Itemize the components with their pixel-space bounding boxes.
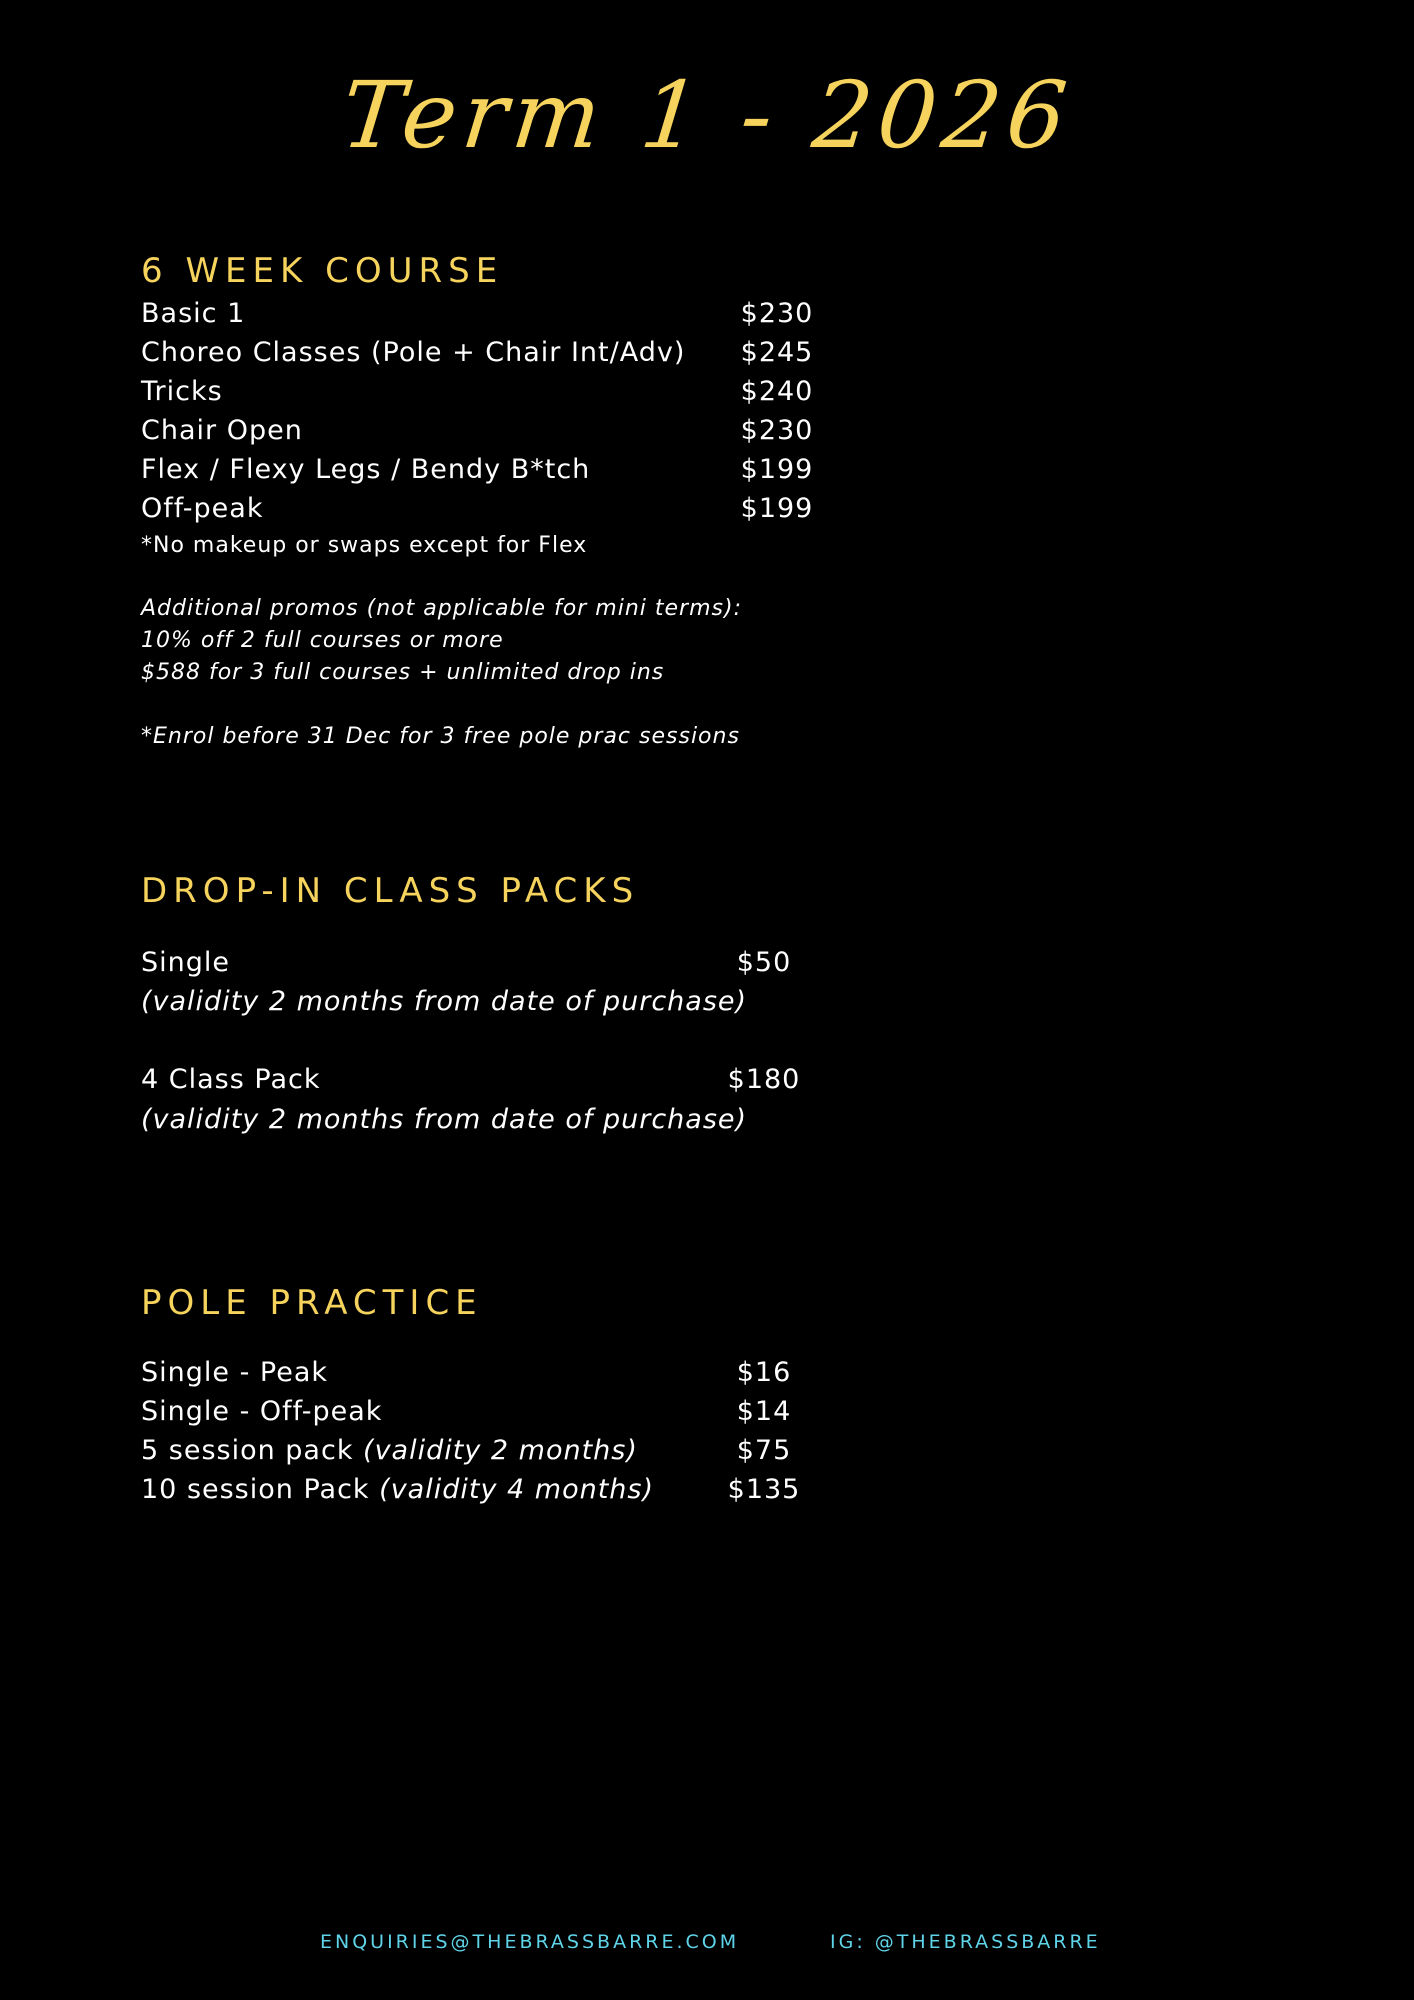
practice-heading: POLE PRACTICE xyxy=(141,1283,483,1323)
practice-item-price: $16 xyxy=(736,1357,792,1388)
dropin-item-label: Single xyxy=(141,947,231,978)
promo-line: $588 for 3 full courses + unlimited drop ins xyxy=(141,660,665,685)
course-item-price: $230 xyxy=(740,415,814,446)
course-item-price: $245 xyxy=(740,337,814,368)
practice-item-note: (validity 2 months) xyxy=(363,1435,638,1466)
practice-item-label: 10 session Pack xyxy=(141,1474,380,1505)
dropin-item-validity: (validity 2 months from date of purchase) xyxy=(141,1104,748,1135)
promo-line: 10% off 2 full courses or more xyxy=(141,628,504,653)
dropin-item-label: 4 Class Pack xyxy=(141,1064,321,1095)
course-item-price: $240 xyxy=(740,376,814,407)
enrol-note: *Enrol before 31 Dec for 3 free pole prac sessions xyxy=(141,724,740,749)
course-heading: 6 WEEK COURSE xyxy=(141,251,504,291)
dropin-item-price: $50 xyxy=(736,947,792,978)
practice-item-price: $75 xyxy=(736,1435,792,1466)
course-item-label: Off-peak xyxy=(141,493,264,524)
dropin-item-price: $180 xyxy=(727,1064,801,1095)
practice-item-label: Single - Off-peak xyxy=(141,1396,383,1427)
course-item-label: Choreo Classes (Pole + Chair Int/Adv) xyxy=(141,337,686,368)
page-title: Term 1 - 2026 xyxy=(336,62,1078,169)
practice-item-label: Single - Peak xyxy=(141,1357,329,1388)
dropin-item-validity: (validity 2 months from date of purchase) xyxy=(141,986,748,1017)
course-item-price: $199 xyxy=(740,454,814,485)
course-item-label: Basic 1 xyxy=(141,298,246,329)
practice-item xyxy=(141,1396,382,1427)
practice-item-note: (validity 4 months) xyxy=(379,1474,654,1505)
footer-email-link[interactable]: ENQUIRIES@THEBRASSBARRE.COM xyxy=(320,1931,740,1953)
practice-item xyxy=(141,1474,654,1505)
course-item-label: Flex / Flexy Legs / Bendy B*tch xyxy=(141,454,591,485)
course-item-price: $199 xyxy=(740,493,814,524)
practice-item xyxy=(141,1435,638,1466)
practice-item-label: 5 session pack xyxy=(141,1435,364,1466)
dropin-heading: DROP-IN CLASS PACKS xyxy=(141,871,640,911)
practice-item-price: $135 xyxy=(727,1474,801,1505)
course-item-label: Tricks xyxy=(141,376,223,407)
practice-item xyxy=(141,1357,328,1388)
course-item-label: Chair Open xyxy=(141,415,303,446)
course-item-price: $230 xyxy=(740,298,814,329)
footer-instagram-link[interactable]: IG: @THEBRASSBARRE xyxy=(830,1931,1101,1953)
promo-line: Additional promos (not applicable for mini terms): xyxy=(141,596,742,621)
course-footnote: *No makeup or swaps except for Flex xyxy=(141,533,588,558)
practice-item-price: $14 xyxy=(736,1396,792,1427)
